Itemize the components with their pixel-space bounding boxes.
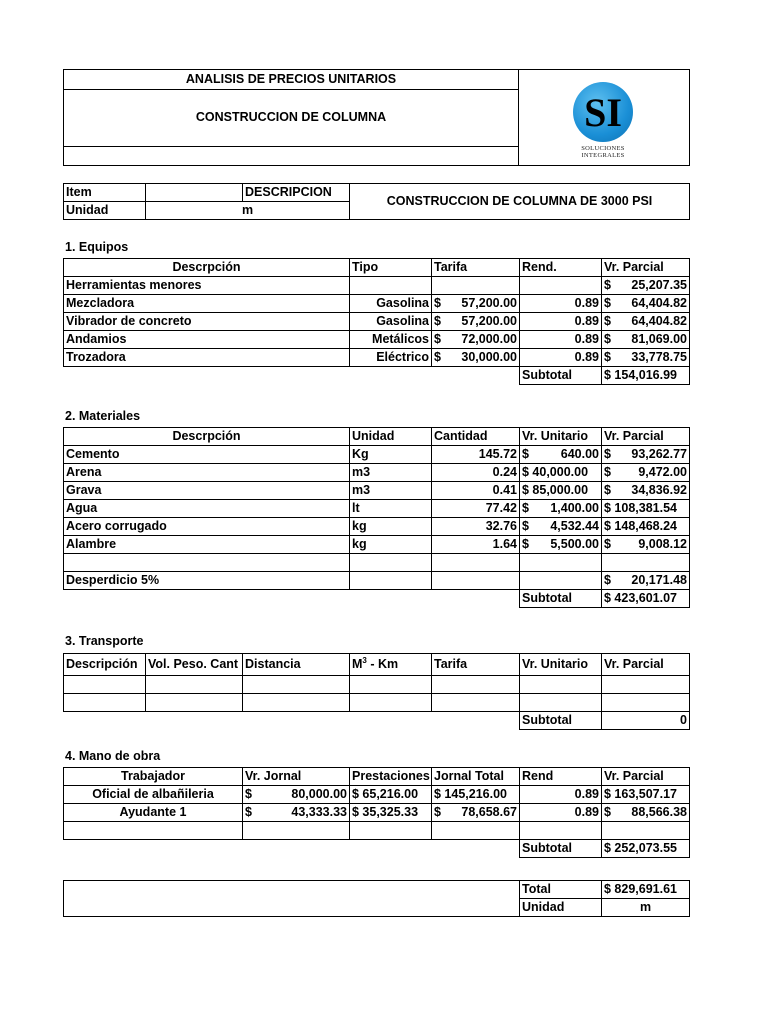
cell-rend — [520, 277, 602, 295]
spacer — [64, 840, 520, 858]
col-header: Unidad — [350, 428, 432, 446]
table-row — [64, 536, 690, 554]
col-header: Vr. Jornal — [243, 768, 350, 786]
currency: $ — [604, 278, 611, 292]
amount: 30,000.00 — [461, 350, 517, 364]
logo-text — [560, 145, 646, 159]
total-table — [63, 880, 690, 917]
currency: $ — [434, 805, 441, 819]
empty-cell — [520, 822, 602, 840]
cell-tipo: Gasolina — [350, 295, 432, 313]
cell-unitario — [520, 536, 602, 554]
cell-unitario — [520, 518, 602, 536]
currency: $ — [604, 465, 611, 479]
col-header: Distancia — [243, 654, 350, 676]
empty-cell — [243, 694, 350, 712]
cell-tipo: Metálicos — [350, 331, 432, 349]
empty-cell — [350, 694, 432, 712]
table-row — [64, 331, 690, 349]
cell-prestaciones: $ 35,325.33 — [350, 804, 432, 822]
col-header: Vr. Parcial — [602, 259, 690, 277]
cell-unidad: m3 — [350, 464, 432, 482]
amount: 9,008.12 — [638, 537, 687, 551]
col-header: Prestaciones — [350, 768, 432, 786]
col-header: Trabajador — [64, 768, 243, 786]
header-empty-row — [64, 146, 519, 165]
amount: 80,000.00 — [291, 787, 347, 801]
cell-parcial — [602, 313, 690, 331]
cell-parcial — [602, 331, 690, 349]
unit-m: M — [352, 657, 363, 671]
table-row — [64, 349, 690, 367]
amount: 33,778.75 — [631, 350, 687, 364]
amount: 25,207.35 — [631, 278, 687, 292]
cell-parcial — [602, 804, 690, 822]
table-row — [64, 804, 690, 822]
item-label: Item — [64, 184, 146, 202]
amount: 5,500.00 — [550, 537, 599, 551]
cell-parcial — [602, 277, 690, 295]
col-header: Vr. Unitario — [520, 654, 602, 676]
cell-cantidad: 77.42 — [432, 500, 520, 518]
currency: $ — [604, 537, 611, 551]
table-row — [64, 500, 690, 518]
cell-desc: Arena — [64, 464, 350, 482]
amount: 1,400.00 — [550, 501, 599, 515]
currency: $ — [604, 483, 611, 497]
amount: 4,532.44 — [550, 519, 599, 533]
subtotal-value: $ 423,601.07 — [602, 590, 690, 608]
cell-cantidad: 1.64 — [432, 536, 520, 554]
mano-obra-title: 4. Mano de obra — [65, 749, 161, 763]
cell-desc: Agua — [64, 500, 350, 518]
amount: 640.00 — [560, 447, 599, 461]
empty-cell — [432, 676, 520, 694]
amount: 43,333.33 — [291, 805, 347, 819]
col-header: Tarifa — [432, 654, 520, 676]
spacer — [64, 712, 520, 730]
page-subtitle: CONSTRUCCION DE COLUMNA — [64, 90, 519, 147]
subtotal-label: Subtotal — [520, 367, 602, 385]
empty-cell — [432, 694, 520, 712]
table-row — [64, 482, 690, 500]
subtotal-label: Subtotal — [520, 840, 602, 858]
spacer — [64, 367, 520, 385]
amount: 93,262.77 — [631, 447, 687, 461]
cell-tarifa — [432, 313, 520, 331]
cell-rend: 0.89 — [520, 313, 602, 331]
amount: 57,200.00 — [461, 314, 517, 328]
item-value — [146, 184, 243, 202]
transporte-title: 3. Transporte — [65, 634, 144, 648]
currency: $ — [434, 296, 441, 310]
subtotal-row — [64, 712, 690, 730]
table-row-empty — [64, 822, 690, 840]
col-header-m3km — [350, 654, 432, 676]
descripcion-label: DESCRIPCION — [243, 184, 350, 202]
currency: $ — [522, 501, 529, 515]
table-row — [64, 786, 690, 804]
cell-desc: Alambre — [64, 536, 350, 554]
empty-cell — [602, 694, 690, 712]
transporte-table — [63, 653, 690, 730]
table-row — [64, 295, 690, 313]
subtotal-row — [64, 590, 690, 608]
empty-cell — [64, 822, 243, 840]
amount: 72,000.00 — [461, 332, 517, 346]
subtotal-value: $ 154,016.99 — [602, 367, 690, 385]
equipos-header-row — [64, 259, 690, 277]
cell-unitario: $ 40,000.00 — [520, 464, 602, 482]
empty-cell — [520, 572, 602, 590]
logo-letters: SI — [584, 90, 622, 135]
cell-parcial: $ 108,381.54 — [602, 500, 690, 518]
cell-rend: 0.89 — [520, 786, 602, 804]
amount: 9,472.00 — [638, 465, 687, 479]
col-header: Vol. Peso. Cant — [146, 654, 243, 676]
page-title: ANALISIS DE PRECIOS UNITARIOS — [64, 70, 519, 90]
amount: 34,836.92 — [631, 483, 687, 497]
subtotal-row — [64, 840, 690, 858]
table-row-empty — [64, 676, 690, 694]
cell-cantidad: 0.24 — [432, 464, 520, 482]
col-header: Rend — [520, 768, 602, 786]
unit-exp: 3 — [362, 655, 367, 665]
item-description: CONSTRUCCION DE COLUMNA DE 3000 PSI — [350, 184, 690, 220]
col-header: Vr. Unitario — [520, 428, 602, 446]
table-row — [64, 464, 690, 482]
cell-trabajador: Ayudante 1 — [64, 804, 243, 822]
cell-parcial — [602, 536, 690, 554]
materiales-header-row — [64, 428, 690, 446]
empty-cell — [64, 694, 146, 712]
currency: $ — [604, 296, 611, 310]
cell-desc: Andamios — [64, 331, 350, 349]
cell-unidad: kg — [350, 536, 432, 554]
col-header: Descripción — [64, 654, 146, 676]
cell-desc: Grava — [64, 482, 350, 500]
col-header: Vr. Parcial — [602, 768, 690, 786]
desperdicio-row — [64, 572, 690, 590]
cell-desc: Mezcladora — [64, 295, 350, 313]
amount: 64,404.82 — [631, 296, 687, 310]
logo-text-line1: SOLUCIONES — [581, 145, 625, 152]
col-header: Tarifa — [432, 259, 520, 277]
amount: 88,566.38 — [631, 805, 687, 819]
empty-cell — [520, 554, 602, 572]
cell-parcial — [602, 349, 690, 367]
total-blank — [64, 881, 520, 917]
transporte-header-row — [64, 654, 690, 676]
cell-trabajador: Oficial de albañileria — [64, 786, 243, 804]
desperdicio-value — [602, 572, 690, 590]
cell-parcial — [602, 295, 690, 313]
cell-jornal — [243, 804, 350, 822]
col-header: Vr. Parcial — [602, 654, 690, 676]
subtotal-row — [64, 367, 690, 385]
cell-parcial — [602, 464, 690, 482]
equipos-title: 1. Equipos — [65, 240, 129, 254]
total-unidad-value: m — [602, 899, 690, 917]
cell-rend: 0.89 — [520, 349, 602, 367]
cell-rend: 0.89 — [520, 295, 602, 313]
cell-unidad: kg — [350, 518, 432, 536]
currency: $ — [604, 350, 611, 364]
unidad-label: Unidad — [64, 202, 146, 220]
empty-cell — [520, 676, 602, 694]
unit-km: - Km — [366, 657, 399, 671]
subtotal-value: 0 — [602, 712, 690, 730]
table-row — [64, 518, 690, 536]
col-header: Jornal Total — [432, 768, 520, 786]
currency: $ — [604, 447, 611, 461]
currency: $ — [522, 447, 529, 461]
cell-tarifa — [432, 277, 520, 295]
total-value: $ 829,691.61 — [602, 881, 690, 899]
empty-cell — [350, 554, 432, 572]
mano-obra-table — [63, 767, 690, 858]
subtotal-label: Subtotal — [520, 712, 602, 730]
col-header: Vr. Parcial — [602, 428, 690, 446]
cell-desc: Cemento — [64, 446, 350, 464]
currency: $ — [522, 519, 529, 533]
cell-cantidad: 32.76 — [432, 518, 520, 536]
empty-cell — [350, 572, 432, 590]
item-table — [63, 183, 690, 220]
cell-jornal-total — [432, 804, 520, 822]
currency: $ — [245, 805, 252, 819]
cell-parcial — [602, 482, 690, 500]
cell-unidad: lt — [350, 500, 432, 518]
cell-tipo: Eléctrico — [350, 349, 432, 367]
cell-tarifa — [432, 295, 520, 313]
cell-jornal — [243, 786, 350, 804]
cell-rend: 0.89 — [520, 331, 602, 349]
empty-cell — [602, 822, 690, 840]
logo — [573, 82, 633, 142]
cell-tarifa — [432, 349, 520, 367]
empty-cell — [432, 822, 520, 840]
cell-tipo — [350, 277, 432, 295]
table-row-empty — [64, 554, 690, 572]
logo-si-icon — [573, 82, 633, 142]
table-row-empty — [64, 694, 690, 712]
cell-desc: Acero corrugado — [64, 518, 350, 536]
currency: $ — [604, 573, 611, 587]
cell-unidad: Kg — [350, 446, 432, 464]
empty-cell — [243, 822, 350, 840]
col-header: Tipo — [350, 259, 432, 277]
empty-cell — [64, 554, 350, 572]
materiales-table — [63, 427, 690, 608]
cell-desc: Trozadora — [64, 349, 350, 367]
cell-prestaciones: $ 65,216.00 — [350, 786, 432, 804]
cell-tarifa — [432, 331, 520, 349]
subtotal-label: Subtotal — [520, 590, 602, 608]
empty-cell — [350, 676, 432, 694]
col-header: Rend. — [520, 259, 602, 277]
total-unidad-label: Unidad — [520, 899, 602, 917]
empty-cell — [243, 676, 350, 694]
empty-cell — [350, 822, 432, 840]
cell-rend: 0.89 — [520, 804, 602, 822]
currency: $ — [434, 332, 441, 346]
cell-unitario — [520, 500, 602, 518]
materiales-title: 2. Materiales — [65, 409, 141, 423]
cell-unitario: $ 85,000.00 — [520, 482, 602, 500]
table-row — [64, 277, 690, 295]
amount: 64,404.82 — [631, 314, 687, 328]
cell-parcial: $ 163,507.17 — [602, 786, 690, 804]
cell-jornal-total: $ 145,216.00 — [432, 786, 520, 804]
total-label: Total — [520, 881, 602, 899]
cell-tipo: Gasolina — [350, 313, 432, 331]
currency: $ — [245, 787, 252, 801]
col-header: Descrpción — [64, 428, 350, 446]
empty-cell — [602, 676, 690, 694]
currency: $ — [434, 350, 441, 364]
amount: 78,658.67 — [461, 805, 517, 819]
col-header: Descrpción — [64, 259, 350, 277]
amount: 20,171.48 — [631, 573, 687, 587]
cell-desc: Vibrador de concreto — [64, 313, 350, 331]
mano-obra-header-row — [64, 768, 690, 786]
currency: $ — [604, 332, 611, 346]
cell-parcial: $ 148,468.24 — [602, 518, 690, 536]
empty-cell — [146, 676, 243, 694]
empty-cell — [432, 572, 520, 590]
currency: $ — [522, 537, 529, 551]
cell-cantidad: 0.41 — [432, 482, 520, 500]
cell-unidad: m3 — [350, 482, 432, 500]
cell-desc: Herramientas menores — [64, 277, 350, 295]
equipos-table — [63, 258, 690, 385]
desperdicio-label: Desperdicio 5% — [64, 572, 350, 590]
cell-parcial — [602, 446, 690, 464]
amount: 81,069.00 — [631, 332, 687, 346]
empty-cell — [146, 694, 243, 712]
table-row — [64, 313, 690, 331]
col-header: Cantidad — [432, 428, 520, 446]
currency: $ — [434, 314, 441, 328]
cell-cantidad: 145.72 — [432, 446, 520, 464]
empty-cell — [432, 554, 520, 572]
spacer — [64, 590, 520, 608]
currency: $ — [604, 314, 611, 328]
empty-cell — [520, 694, 602, 712]
table-row — [64, 446, 690, 464]
cell-unitario — [520, 446, 602, 464]
subtotal-value: $ 252,073.55 — [602, 840, 690, 858]
unidad-value: m — [146, 202, 350, 220]
empty-cell — [602, 554, 690, 572]
empty-cell — [64, 676, 146, 694]
logo-text-line2: INTEGRALES — [581, 152, 625, 159]
currency: $ — [604, 805, 611, 819]
amount: 57,200.00 — [461, 296, 517, 310]
